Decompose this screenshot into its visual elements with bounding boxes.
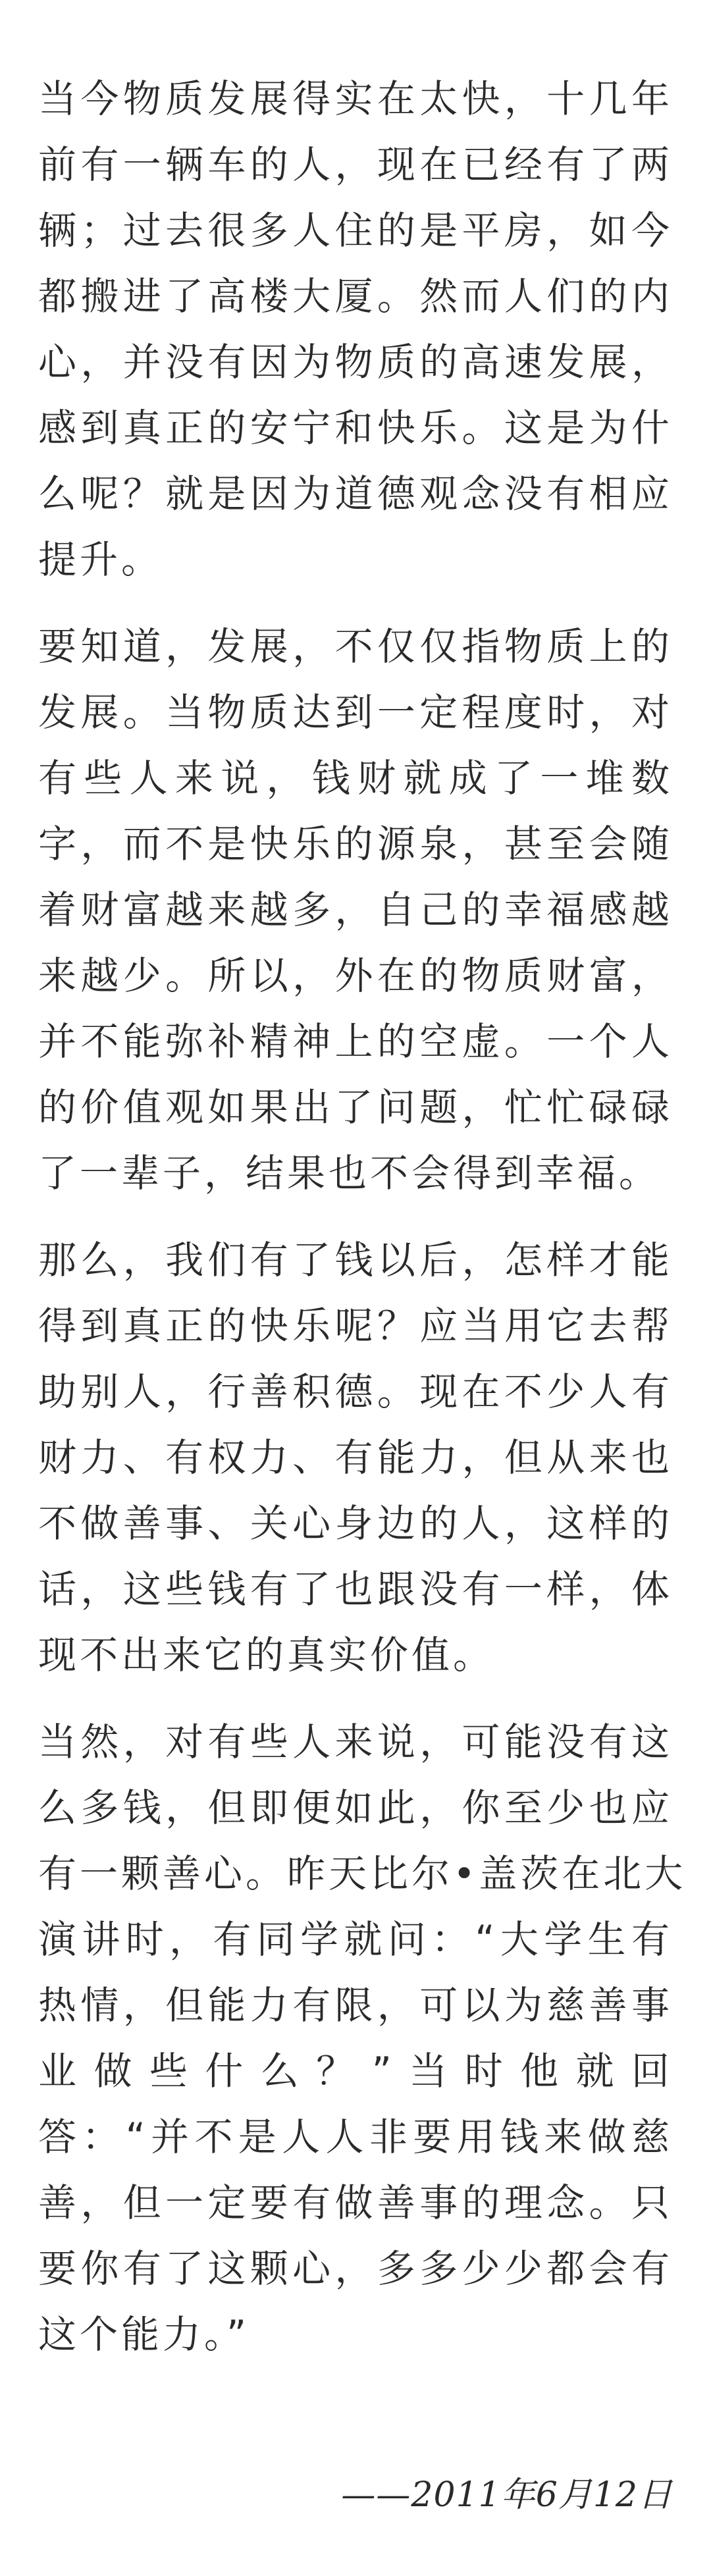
- paragraph-2: [38, 614, 673, 1206]
- text-line: 了一辈子，结果也不会得到幸福。: [38, 1151, 661, 1196]
- text-line: 的价值观如果出了问题，忙忙碌碌: [38, 1085, 673, 1130]
- text-line: 提升。: [38, 537, 163, 582]
- text-line: 善，但一定要有做善事的理念。只: [38, 2180, 673, 2225]
- text-line: 都搬进了高楼大厦。然而人们的内: [38, 274, 673, 319]
- text-line: 要知道，发展，不仅仅指物质上的: [38, 624, 673, 669]
- text-line: 当今物质发展得实在太快，十几年: [38, 76, 673, 121]
- text-line: 有些人来说，钱财就成了一堆数: [38, 756, 673, 801]
- text-line: 得到真正的快乐呢？应当用它去帮: [38, 1303, 673, 1348]
- text-line: 现不出来它的真实价值。: [38, 1633, 495, 1677]
- text-line: 发展。当物质达到一定程度时，对: [38, 690, 673, 735]
- paragraph-1: [38, 66, 673, 592]
- text-line: 有一颗善心。昨天比尔•盖茨在北大: [38, 1851, 687, 1896]
- text-line: 辆；过去很多人住的是平房，如今: [38, 208, 673, 253]
- text-line: 前有一辆车的人，现在已经有了两: [38, 142, 673, 187]
- text-line: 热情，但能力有限，可以为慈善事: [38, 1983, 673, 2028]
- text-line: 字，而不是快乐的源泉，甚至会随: [38, 822, 673, 866]
- text-line: 这个能力。”: [38, 2312, 250, 2357]
- text-line: 感到真正的安宁和快乐。这是为什: [38, 406, 673, 450]
- text-line: 话，这些钱有了也跟没有一样，体: [38, 1567, 673, 1612]
- text-line: 心，并没有因为物质的高速发展，: [38, 340, 673, 384]
- text-line: 着财富越来越多，自己的幸福感越: [38, 887, 673, 932]
- paragraph-3: [38, 1227, 673, 1688]
- text-line: 来越少。所以，外在的物质财富，: [38, 953, 673, 998]
- text-line: 不做善事、关心身边的人，这样的: [38, 1501, 673, 1546]
- text-line: 么呢？就是因为道德观念没有相应: [38, 471, 673, 516]
- text-line: 并不能弥补精神上的空虚。一个人: [38, 1019, 673, 1064]
- text-line: 业做些什么？”当时他就回: [38, 2049, 673, 2093]
- text-line: 答：“并不是人人非要用钱来做慈: [38, 2115, 673, 2159]
- text-line: 当然，对有些人来说，可能没有这: [38, 1720, 673, 1764]
- text-line: 演讲时，有同学就问：“大学生有: [38, 1917, 673, 1962]
- text-line: 么多钱，但即便如此，你至少也应: [38, 1785, 673, 1830]
- paragraph-4: [38, 1709, 687, 2367]
- date-signature: ——2011年6月12日: [341, 2475, 673, 2515]
- text-line: 要你有了这颗心，多多少少都会有: [38, 2246, 673, 2291]
- text-line: 那么，我们有了钱以后，怎样才能: [38, 1238, 673, 1282]
- text-line: 助别人，行善积德。现在不少人有: [38, 1369, 673, 1414]
- text-line: 财力、有权力、有能力，但从来也: [38, 1435, 673, 1480]
